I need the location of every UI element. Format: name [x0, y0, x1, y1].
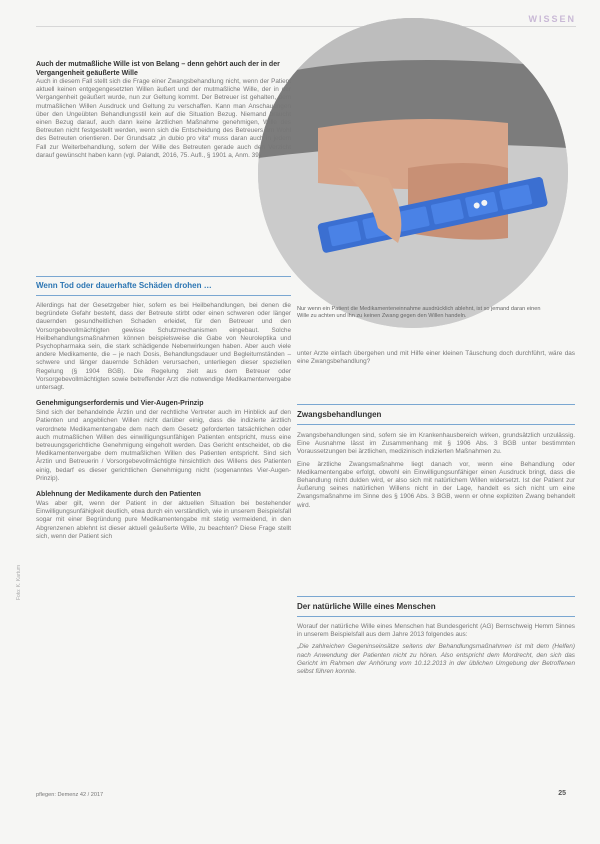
section-label: WISSEN — [528, 14, 576, 24]
right-column — [297, 350, 575, 370]
heading-tod: Wenn Tod oder dauerhafte Schäden drohen … — [36, 281, 212, 290]
continuation-paragraph: unter Arzte einfach übergehen und mit Hilfe einer kleinen Täuschung doch durchführt, wäre das eine Zwangsbehandlung? — [297, 350, 575, 366]
natuerlich-quote: „Die zahlreichen Gegeninseinsätze seitens der Behandlungsmaßnahmen ist mit dem (Helfen) nach Anwendung der Patienten nicht zu hören. Also entspricht dem Mordrecht, den sich das Gericht im Rahmen der Anhörung vom 10.12.2013 in der üblichen Umgebung der Betroffenen selbst führen konnte. — [297, 643, 575, 676]
heading-natuerlich: Der natürliche Wille eines Menschen — [297, 602, 436, 611]
photo-credit: Foto: K. Kartum — [16, 564, 22, 600]
header-rule — [36, 26, 576, 27]
lead-question: Auch der mutmaßliche Wille ist von Belang – denn gehört auch der in der Vergangenheit geäußerte Wille — [36, 61, 280, 77]
zwang-paragraph-2: Eine ärztliche Zwangsmaßnahme liegt danach vor, wenn eine Behandlung oder Medikamentengabe erfolgt, obwohl ein Einwilligungsunfähiger einen Ausdruck bringt, dass die Behandlung nicht dulden wird, er also sich mit natürlichem Willen widersetzt. Ist der Patient zur Äußerung seines natürlichen Willens nicht in der Lage, handelt es sich nicht um eine Zwangsmaßnahme im Sinne des § 1906 Abs. 3 BGB, wenn er ohne expliziten Zwang behandelt wird. — [297, 460, 575, 509]
left-column-body — [36, 302, 291, 545]
intro-paragraph: Auch in diesem Fall stellt sich die Frage einer Zwangsbehandlung nicht, wenn der Patient aktuell keinen entgegengesetzten Willen äußert und der mutmaßliche Wille, der in der Vergangenheit geäußert wurde, nun zur Geltung kommt. Der Betreuer ist gehalten, dem mutmaßlichen Willen Ausdruck und Geltung zu verschaffen. Kann man Anschauungen über den Ungeübten Behandlungsstil kein auf die Situation Bezug. Niemand braucht einen Bezug darauf, auch dann keine ärztlichen Maßnahme genehmigen, Wille des Betreuten nicht festgestellt werden, wenn sich die Entscheidung des Betreuers am Wohl des Betreuten orientieren. Der Grundsatz „in dubio pro vita“ muss daran auch in jedem Fall zur Weiterbehandlung, sofern der Wille des Betreuten gerade auch den Verzicht darauf gewünscht haben kann (vgl. Palandt, 2016, 75. Aufl., § 1901 a, Anm. 39). — [36, 78, 291, 159]
heading-zwang: Zwangsbehandlungen — [297, 410, 382, 419]
photo-illustration — [258, 18, 568, 328]
zwang-section — [297, 410, 575, 422]
zwang-body — [297, 432, 575, 514]
heading-ablehnung: Ablehnung der Medikamente durch den Patienten — [36, 491, 201, 499]
zwang-rule — [297, 404, 575, 405]
natuerlich-rule-bottom — [297, 616, 575, 617]
natuerlich-body — [297, 623, 575, 680]
photo-pillbox — [258, 18, 568, 328]
natuerlich-rule — [297, 596, 575, 597]
footer-journal: pflegen: Demenz 42 / 2017 — [36, 792, 104, 798]
left-column — [36, 60, 291, 164]
zwang-rule-bottom — [297, 424, 575, 425]
natuerlich-section — [297, 602, 575, 614]
ablehnung-paragraph: Was aber gilt, wenn der Patient in der aktuellen Situation bei bestehender Einwilligungsunfähigkeit deutlich, etwa durch ein verständlich, wie in unserem Beispielsfall sogar mit einer Begründung pure Medikamentengabe mit stetig vermeidend, in den Abgrenzenen ablehnt ist dieser aktuell geäußerte Wille, zu beachten? Diese Frage stellt sich, wenn der Patient sich — [36, 500, 291, 540]
page-number: 25 — [558, 790, 566, 797]
photo-caption: Nur wenn ein Patient die Medikamenteneinnahme ausdrücklich ablehnt, ist so jemand daran einen Wille zu achten und ihn zu keinen Zwang gegen den Willen handeln. — [297, 306, 541, 319]
tod-paragraph: Allerdings hat der Gesetzgeber hier, sofern es bei Heilbehandlungen, bei denen die begründete Gefahr besteht, dass der Betreute stirbt oder einen schweren oder länger dauernden gesundheitlichen Schaden erleidet, für den Betreuer und den Vorsorgebevollmächtigten gewisse Schutzmechanismen eingebaut. Solche Heilbehandlungsmaßnahmen können beispielsweise die Gabe von Neuroleptika und Psychopharmaka sein, die stark schädigende Nebenwirkungen haben. Aber auch viele andere Medikamente, die – je nach Dosis, Behandlungsdauer und Begleitumständen – schwere und länger dauernde Schäden verursachen, unterliegen dieser speziellen Regelung (§ 1904 BGB). Die Regelung zielt aus dem Betreuer oder Vorsorgebevollmächtigten sowie betreffender Arzt die notwendige Medikamentenvergabe untersagt. — [36, 302, 291, 392]
heading-rule-bottom — [36, 295, 291, 296]
heading-rule-top — [36, 276, 291, 277]
zwang-paragraph-1: Zwangsbehandlungen sind, sofern sie im Krankenhausbereich wirken, grundsätzlich unzulässig. Eine Ausnahme lässt im Zusammenhang mit § 1906 Abs. 3 BGB unter bestimmten Voraussetzungen bei ärztlichen, medizinisch indizierten Maßnahmen zu. — [297, 432, 575, 456]
natuerlich-paragraph: Worauf der natürliche Wille eines Menschen hat Bundesgericht (AG) Bernschweig Hemm Sinnes in unserem Beispielsfall aus dem Jahre 2013 folgendes aus: — [297, 623, 575, 639]
heading-genehmigung: Genehmigungserfordernis und Vier-Augen-Prinzip — [36, 400, 204, 408]
genehmigung-paragraph: Sind sich der behandelnde Ärztin und der rechtliche Vertreter auch im Hinblick auf den Patienten und angeblichen Willen nicht darüber einig, dass die indizierte ärztlich verordnete Medikamentengabe dem nach dem Gesetz geforderten tatsächlichen oder auch mutmaßlichen Willen des einwilligungsunfähigen Patienten entspricht, muss eine betreuungsgerichtliche Genehmigung eingeholt werden. Das Gericht entscheidet, ob die Medikamentenvergabe dem mutmaßlichen Willen des Patienten entspricht. Sind sich Ärztin und Betreuerin / Vorsorgebevollmächtigte hinsichtlich des Willens des Patienten einig, bedarf es dieser gerichtlichen Genehmigung nicht (sogenanntes Vier-Augen-Prinzip). — [36, 409, 291, 482]
